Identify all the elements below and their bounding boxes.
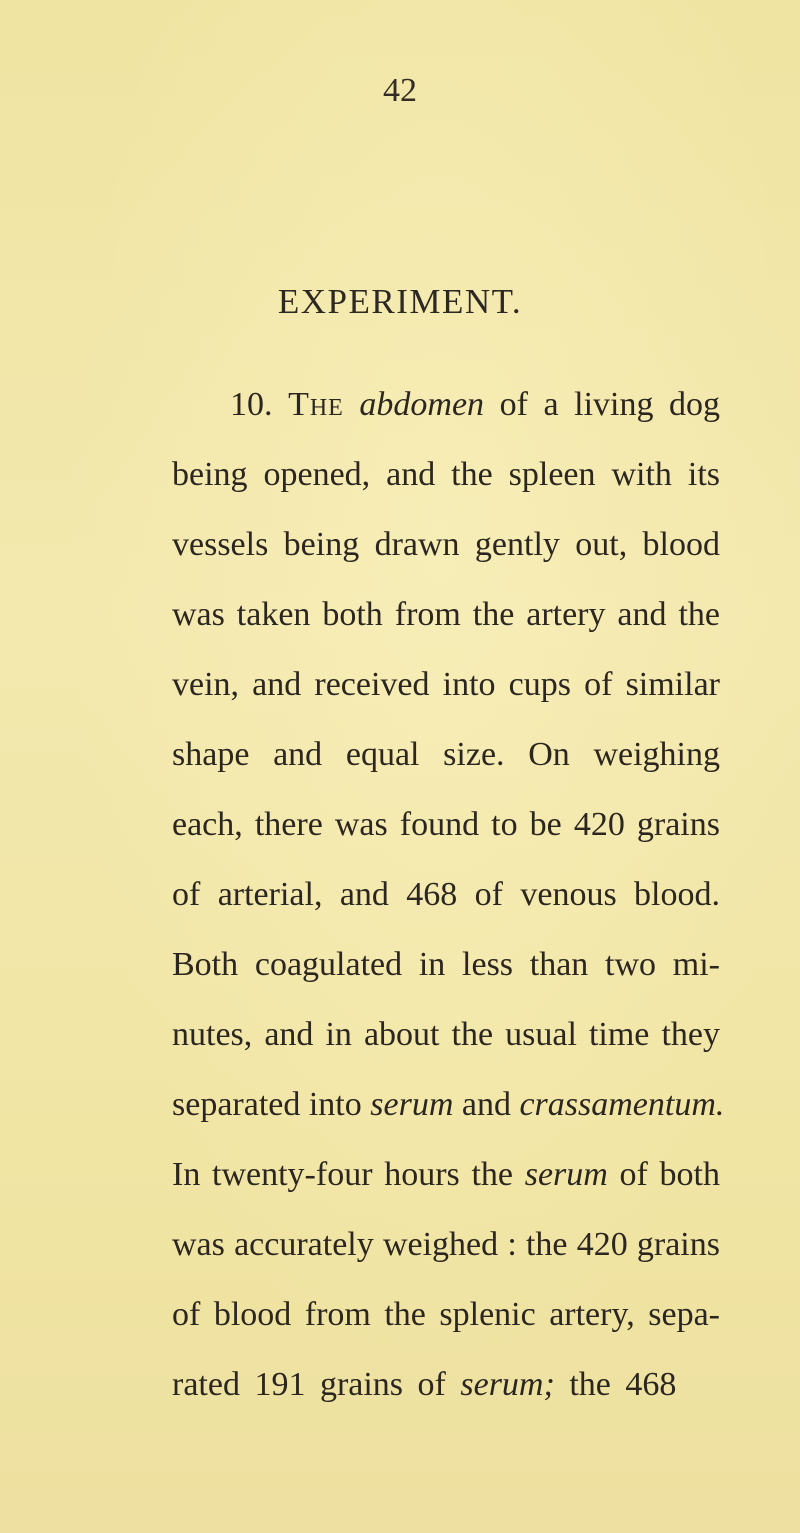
paragraph: [172, 370, 725, 1420]
section-heading: EXPERIMENT.: [277, 282, 523, 321]
text-line: [172, 1350, 720, 1420]
text-segment: In twenty-four hours the: [172, 1156, 514, 1193]
text-segment: the 468: [569, 1366, 677, 1403]
text-segment: and: [461, 1086, 511, 1123]
text-segment: of a living dog: [499, 386, 721, 423]
italic-word: abdomen: [359, 386, 485, 423]
text-line: nutes, and in about the usual time they: [172, 1016, 720, 1053]
small-caps-word: The: [288, 386, 344, 423]
italic-word: crassamentum.: [519, 1086, 725, 1123]
text-line: vessels being drawn gently out, blood: [172, 526, 720, 563]
text-line: shape and equal size. On weighing: [172, 736, 720, 773]
text-line: being opened, and the spleen with its: [172, 456, 720, 493]
text-line: vein, and received into cups of similar: [172, 666, 720, 703]
text-line: [172, 1140, 720, 1210]
text-segment: separated into: [172, 1086, 362, 1123]
text-line: of arterial, and 468 of venous blood.: [172, 876, 720, 913]
text-line: [172, 1070, 725, 1140]
text-segment: of both: [619, 1156, 720, 1193]
italic-word: serum: [524, 1156, 608, 1193]
text-line: was taken both from the artery and the: [172, 596, 720, 633]
italic-word: serum;: [460, 1366, 555, 1403]
text-line: Both coagulated in less than two mi-: [172, 946, 720, 983]
text-line: each, there was found to be 420 grains: [172, 806, 720, 843]
text-line: was accurately weighed : the 420 grains: [172, 1226, 720, 1263]
paragraph-number: 10.: [230, 386, 273, 423]
italic-word: serum: [370, 1086, 454, 1123]
text-segment: rated 191 grains of: [172, 1366, 446, 1403]
text-line: of blood from the splenic artery, sepa-: [172, 1296, 720, 1333]
text-line: [172, 370, 720, 440]
page-number: 42: [383, 72, 417, 109]
